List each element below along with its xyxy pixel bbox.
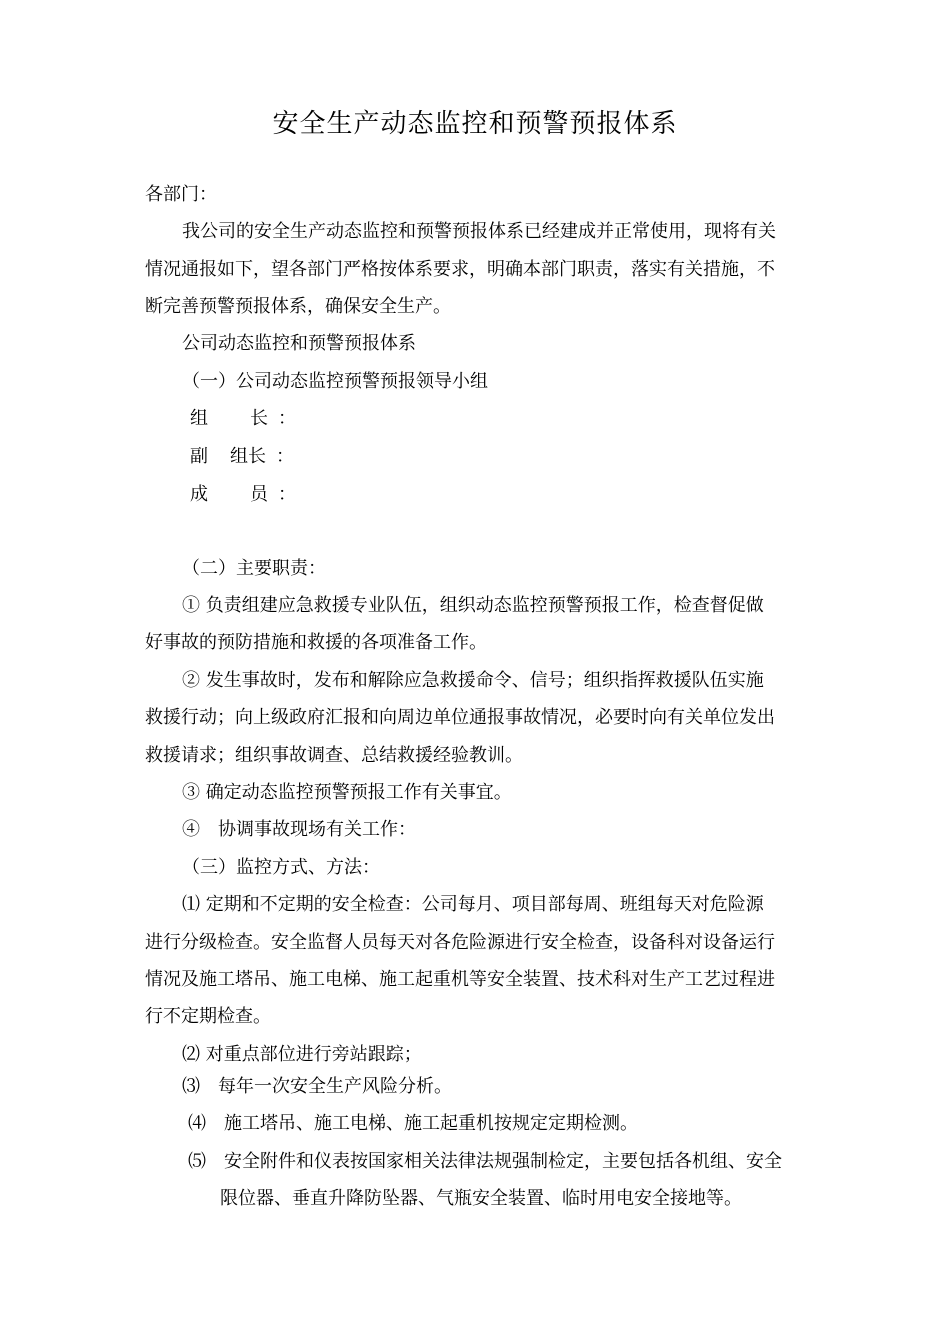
role-deputy-b: 组长 <box>230 446 266 467</box>
method-1-line-2: 进行分级检查。安全监督人员每天对各危险源进行安全检查，设备科对设备运行 <box>145 932 775 953</box>
role-member-a: 成 <box>190 484 208 505</box>
role-leader-a: 组 <box>190 408 208 429</box>
method-1-line-1: ⑴ 定期和不定期的安全检查：公司每月、项目部每周、班组每天对危险源 <box>182 894 764 915</box>
duty-2-line-2: 救援行动；向上级政府汇报和向周边单位通报事故情况，必要时向有关单位发出 <box>145 707 775 728</box>
duty-1-line-2: 好事故的预防措施和救援的各项准备工作。 <box>145 632 487 653</box>
role-leader-b: 长 <box>250 408 268 429</box>
method-1-line-4: 行不定期检查。 <box>145 1006 271 1027</box>
method-1-line-3: 情况及施工塔吊、施工电梯、施工起重机等安全装置、技术科对生产工艺过程进 <box>145 969 775 990</box>
role-deputy-a: 副 <box>190 446 208 467</box>
role-leader <box>190 400 296 437</box>
intro-line-3: 断完善预警预报体系，确保安全生产。 <box>145 296 451 317</box>
section3-heading: （三）监控方式、方法： <box>182 857 380 878</box>
document-title: 安全生产动态监控和预警预报体系 <box>272 109 678 139</box>
intro-line-2: 情况通报如下，望各部门严格按体系要求，明确本部门职责，落实有关措施，不 <box>145 259 775 280</box>
duty-1-line-1: ① 负责组建应急救援专业队伍，组织动态监控预警预报工作，检查督促做 <box>182 595 764 616</box>
method-2-line-1: ⑵ 对重点部位进行旁站跟踪； <box>182 1044 422 1065</box>
role-deputy <box>190 438 294 475</box>
intro-line-1: 我公司的安全生产动态监控和预警预报体系已经建成并正常使用，现将有关 <box>182 221 776 242</box>
section1-heading: （一）公司动态监控预警预报领导小组 <box>182 371 488 392</box>
role-deputy-colon: ： <box>276 446 294 467</box>
duty-2-line-1: ② 发生事故时，发布和解除应急救援命令、信号；组织指挥救援队伍实施 <box>182 670 764 691</box>
method-5-line-2: 限位器、垂直升降防坠器、气瓶安全装置、临时用电安全接地等。 <box>220 1188 742 1209</box>
duty-3-line-1: ③ 确定动态监控预警预报工作有关事宜。 <box>182 782 512 803</box>
duty-2-line-3: 救援请求；组织事故调查、总结救援经验教训。 <box>145 745 523 766</box>
role-member-colon: ： <box>278 484 296 505</box>
duty-4-line-1: ④ 协调事故现场有关工作： <box>182 819 416 840</box>
method-4-line-1: ⑷ 施工塔吊、施工电梯、施工起重机按规定定期检测。 <box>188 1113 638 1134</box>
method-5-line-1: ⑸ 安全附件和仪表按国家相关法律法规强制检定，主要包括各机组、安全 <box>188 1151 782 1172</box>
role-member <box>190 476 296 513</box>
role-member-b: 员 <box>250 484 268 505</box>
section2-heading: （二）主要职责： <box>182 558 326 579</box>
system-heading: 公司动态监控和预警预报体系 <box>182 333 416 354</box>
salutation: 各部门： <box>145 184 217 205</box>
method-3-line-1: ⑶ 每年一次安全生产风险分析。 <box>182 1076 452 1097</box>
role-leader-colon: ： <box>278 408 296 429</box>
